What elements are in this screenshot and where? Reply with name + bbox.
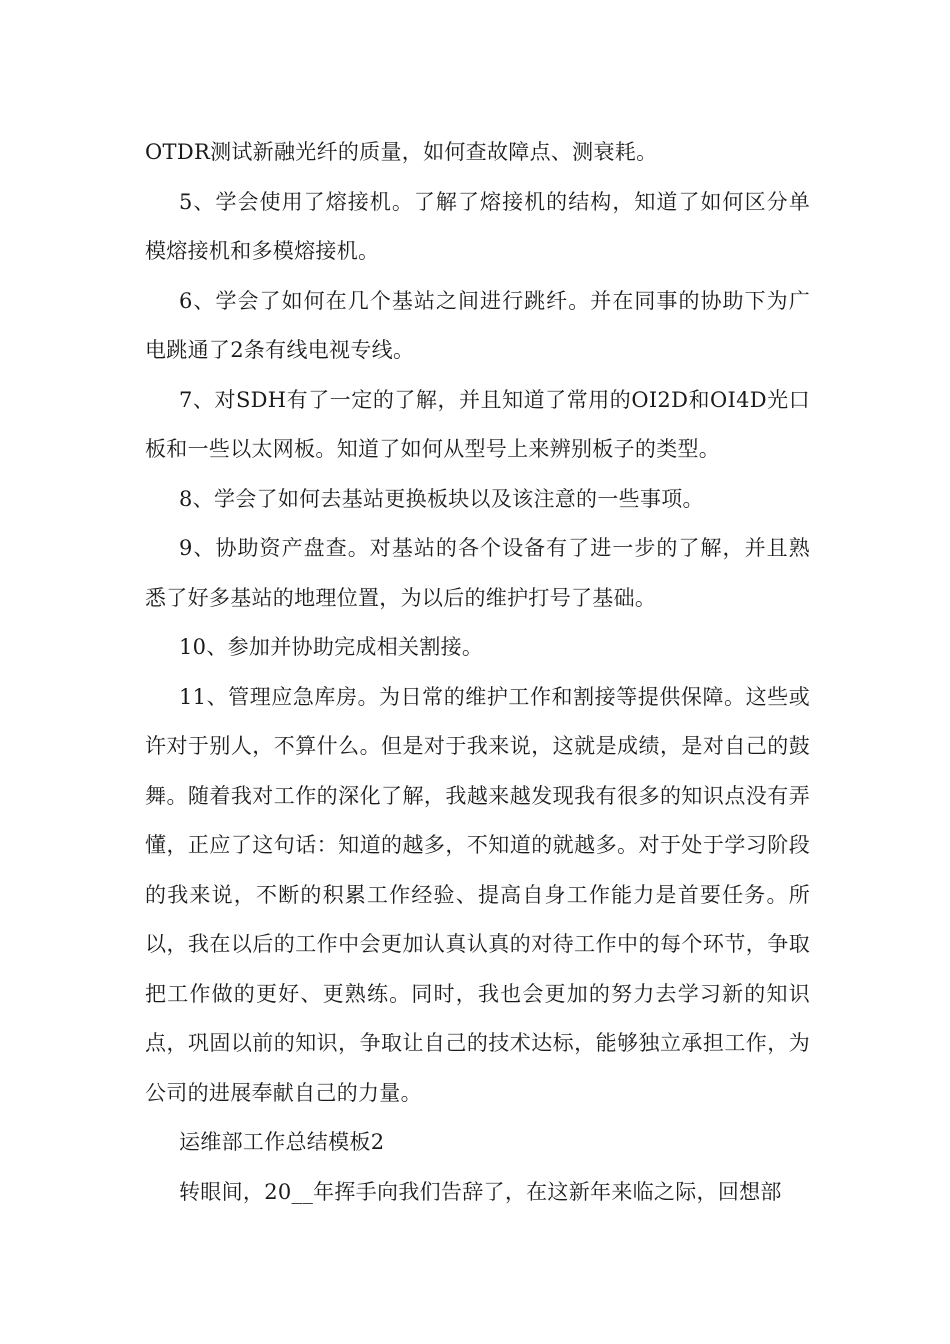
document-body [145, 128, 810, 1217]
paragraph-item-9: 9、协助资产盘查。对基站的各个设备有了进一步的了解，并且熟悉了好多基站的地理位置，为以后的维护打号了基础。 [145, 536, 810, 610]
paragraph-item-10: 10、参加并协助完成相关割接。 [179, 635, 484, 659]
section-title: 运维部工作总结模板2 [179, 1130, 385, 1154]
paragraph-closing: 转眼间，20__年挥手向我们告辞了，在这新年来临之际，回想部 [179, 1179, 782, 1204]
paragraph-item-6: 6、学会了如何在几个基站之间进行跳纤。并在同事的协助下为广电跳通了2条有线电视专线。 [145, 288, 810, 362]
paragraph-item-11: 11、管理应急库房。为日常的维护工作和割接等提供保障。这些或许对于别人，不算什么。但是对于我来说，这就是成绩，是对自己的鼓舞。随着我对工作的深化了解，我越来越发现我有很多的知识点没有弄懂，正应了这句话：知道的越多，不知道的就越多。对于处于学习阶段的我来说，不断的积累工作经验、提高自身工作能力是首要任务。所以，我在以后的工作中会更加认真认真的对待工作中的每个环节，争取把工作做的更好、更熟练。同时，我也会更加的努力去学习新的知识点，巩固以前的知识，争取让自己的技术达标，能够独立承担工作，为公司的进展奉献自己的力量。 [145, 684, 810, 1105]
paragraph-item-5: 5、学会使用了熔接机。了解了熔接机的结构，知道了如何区分单模熔接机和多模熔接机。 [145, 189, 810, 263]
paragraph-otdr: OTDR测试新融光纤的质量，如何查故障点、测衰耗。 [145, 140, 658, 164]
paragraph-item-7: 7、对SDH有了一定的了解，并且知道了常用的OI2D和OI4D光口板和一些以太网板。知道了如何从型号上来辨别板子的类型。 [145, 387, 810, 461]
paragraph-item-8: 8、学会了如何去基站更换板块以及该注意的一些事项。 [179, 486, 704, 511]
